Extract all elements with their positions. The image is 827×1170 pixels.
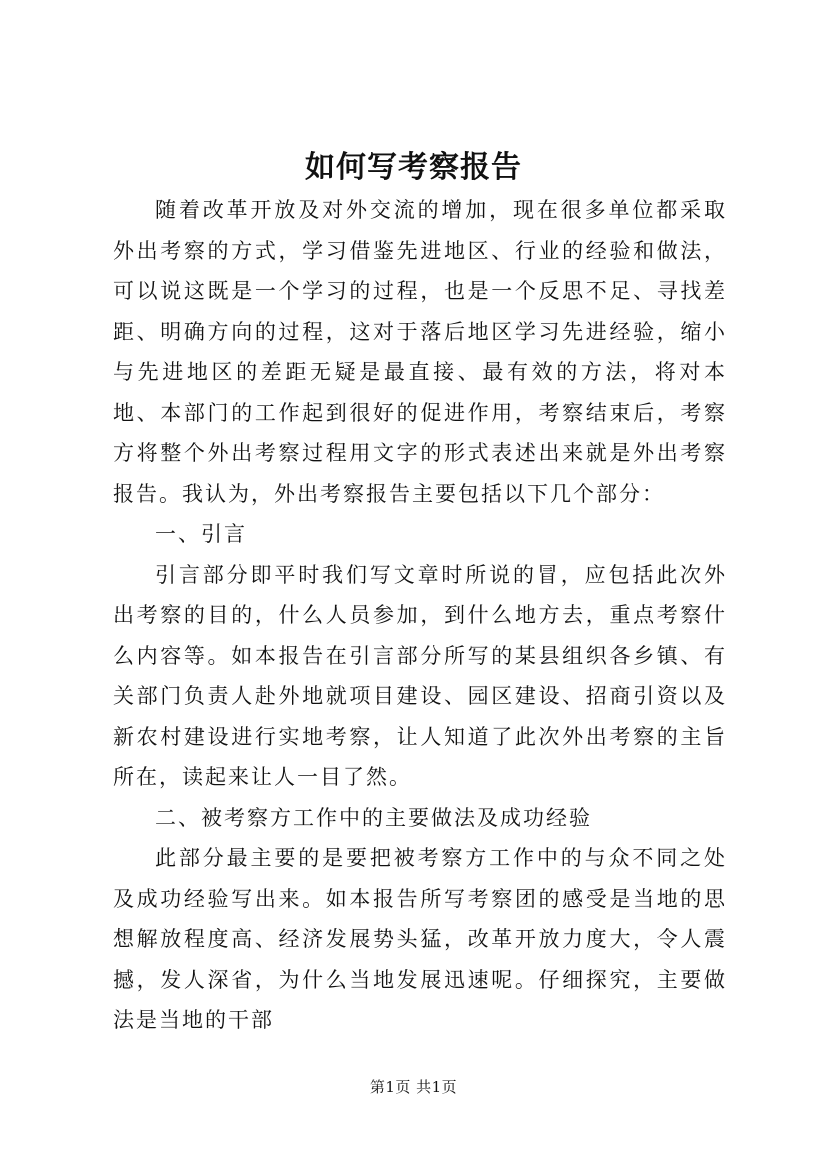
document-title: 如何写考察报告 [305, 150, 522, 185]
page-footer: 第1页 共1页 [369, 1078, 458, 1096]
paragraph-introduction: 引言部分即平时我们写文章时所说的冒，应包括此次外出考察的目的，什么人员参加，到什么地方去，重点考察什么内容等。如本报告在引言部分所写的某县组织各乡镇、有关部门负责人赴外地就项目建设、园区建设、招商引资以及新农村建设进行实地考察，让人知道了此次外出考察的主旨所在，读起来让人一目了然。 [113, 562, 727, 789]
paragraph-intro: 随着改革开放及对外交流的增加，现在很多单位都采取外出考察的方式，学习借鉴先进地区、行业的经验和做法，可以说这既是一个学习的过程，也是一个反思不足、寻找差距、明确方向的过程，这对于落后地区学习先进经验，缩小与先进地区的差距无疑是最直接、最有效的方法，将对本地、本部门的工作起到很好的促进作用，考察结束后，考察方将整个外出考察过程用文字的形式表述出来就是外出考察报告。我认为，外出考察报告主要包括以下几个部分： [113, 198, 727, 506]
document-body [113, 190, 727, 1041]
section-heading-practices: 二、被考察方工作中的主要做法及成功经验 [155, 805, 592, 830]
section-heading-introduction: 一、引言 [155, 522, 247, 546]
paragraph-practices: 此部分最主要的是要把被考察方工作中的与众不同之处及成功经验写出来。如本报告所写考察团的感受是当地的思想解放程度高、经济发展势头猛，改革开放力度大，令人震撼，发人深省，为什么当地发展迅速呢。仔细探究，主要做法是当地的干部 [113, 846, 727, 1032]
